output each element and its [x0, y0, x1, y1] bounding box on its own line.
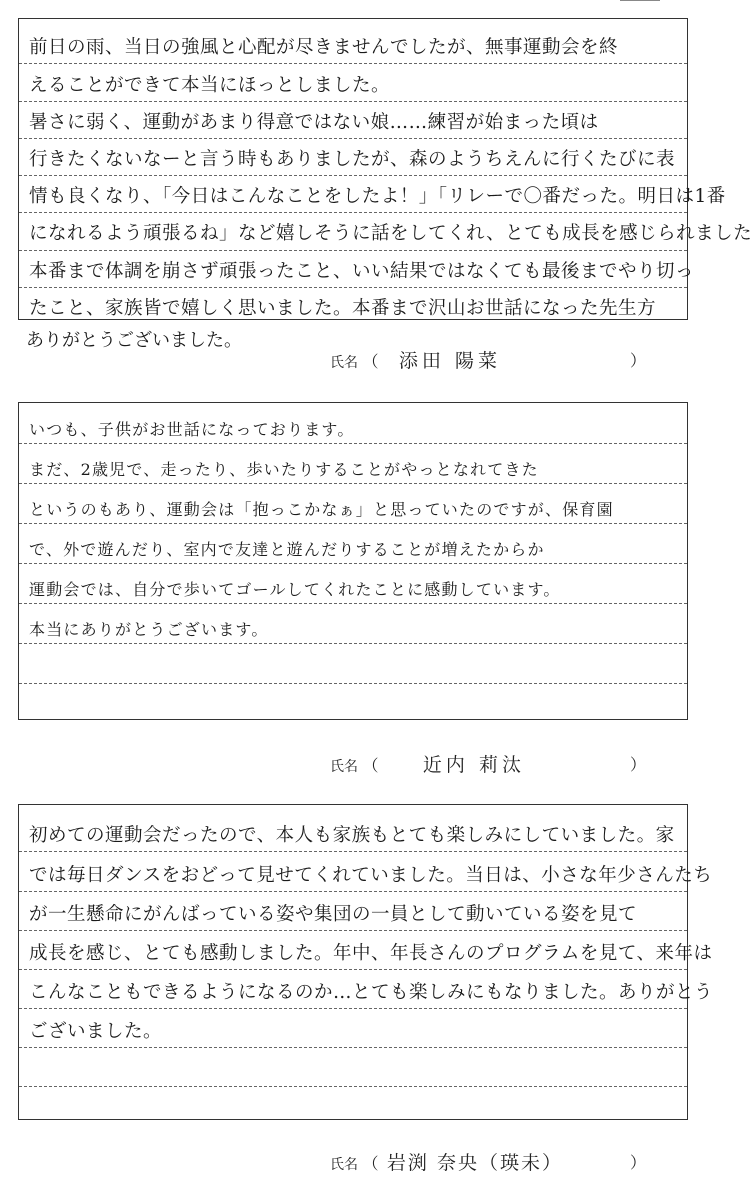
entry-3-name: 岩渕 奈央（瑛未） [386, 1152, 563, 1174]
ruled-line [19, 443, 687, 444]
entry-1-box [18, 18, 752, 320]
name-open-paren: （ [362, 1154, 379, 1173]
name-close-paren: ） [630, 755, 647, 774]
ruled-line [19, 483, 687, 484]
ruled-line [19, 683, 687, 684]
name-close-paren: ） [630, 1153, 647, 1172]
ruled-line [19, 287, 687, 288]
entry-1-line-8: たこと、家族皆で嬉しく思いました。本番まで沢山お世話になった先生方 [29, 298, 657, 319]
entry-2-line-3: というのもあり、運動会は「抱っこかなぁ」と思っていたのですが、保育園 [29, 500, 614, 519]
ruled-line [19, 930, 687, 931]
ruled-line [19, 138, 687, 139]
name-label: 氏名 [330, 759, 358, 775]
ruled-line [19, 891, 687, 892]
entry-1-name-row [330, 346, 660, 373]
entry-3-line-3: が一生懸命にがんばっている姿や集団の一員として動いている姿を見て [29, 904, 638, 925]
name-label: 氏名 [330, 1157, 358, 1173]
ruled-line [19, 969, 687, 970]
name-open-paren: （ [362, 756, 379, 775]
entry-2-line-6: 本当にありがとうございます。 [29, 620, 269, 639]
entry-2-line-4: で、外で遊んだり、室内で友達と遊んだりすることが増えたからか [29, 540, 545, 559]
entry-1-line-2: えることができて本当にほっとしました。 [29, 75, 391, 96]
ruled-line [19, 63, 687, 64]
ruled-line [19, 563, 687, 564]
ruled-line [19, 603, 687, 604]
ruled-line [19, 1086, 687, 1087]
entry-3-line-1: 初めての運動会だったので、本人も家族もとても楽しみにしていました。家 [29, 825, 675, 846]
ruled-line [19, 643, 687, 644]
entry-3-name-row [330, 1148, 660, 1175]
entry-3-line-6: ございました。 [29, 1021, 163, 1042]
name-label: 氏名 [330, 355, 358, 371]
ruled-line [19, 1008, 687, 1009]
entry-2-line-5: 運動会では、自分で歩いてゴールしてくれたことに感動しています。 [29, 580, 561, 599]
entry-1-line-6: になれるよう頑張るね」など嬉しそうに話をしてくれ、とても成長を感じられました [29, 223, 752, 244]
entry-3-line-5: こんなこともできるようになるのか…とても楽しみにもなりました。ありがとう [29, 982, 714, 1003]
name-open-paren: （ [362, 352, 379, 371]
name-close-paren: ） [630, 351, 647, 370]
entry-2-name-row [330, 750, 660, 777]
entry-1-line-7: 本番まで体調を崩さず頑張ったこと、いい結果ではなくても最後までやり切っ [29, 261, 695, 282]
entry-2-line-1: いつも、子供がお世話になっております。 [29, 420, 355, 439]
entry-3-line-4: 成長を感じ、とても感動しました。年中、年長さんのプログラムを見て、来年は [29, 943, 713, 964]
entry-1-line-4: 行きたくないなーと言う時もありましたが、森のようちえんに行くたびに表 [29, 149, 676, 170]
ruled-line [19, 101, 687, 102]
entry-2-name: 近内 莉汰 [422, 754, 525, 776]
entry-3-line-2: では毎日ダンスをおどって見せてくれていました。当日は、小さな年少さんたち [29, 865, 713, 886]
ruled-line [19, 175, 687, 176]
ruled-line [19, 851, 687, 852]
ruled-line [19, 250, 687, 251]
ruled-line [19, 1047, 687, 1048]
ruled-line [19, 212, 687, 213]
entry-1-trailing-text: ありがとうございました。 [26, 330, 242, 351]
entry-1-name: 添田 陽菜 [398, 350, 501, 372]
entry-2-line-2: まだ、2歳児で、走ったり、歩いたりすることがやっとなれてきた [29, 460, 539, 479]
ruled-line [19, 523, 687, 524]
entry-2-box [18, 402, 688, 720]
entry-3-box [18, 804, 714, 1120]
entry-1-line-3: 暑さに弱く、運動があまり得意ではない娘……練習が始まった頃は [29, 112, 599, 133]
entry-1-line-5: 情も良くなり、「今日はこんなことをしたよ！」「リレーで〇番だった。明日は1番 [29, 186, 726, 207]
entry-1-line-1: 前日の雨、当日の強風と心配が尽きませんでしたが、無事運動会を終 [29, 37, 619, 58]
top-edge-mark [620, 0, 660, 4]
